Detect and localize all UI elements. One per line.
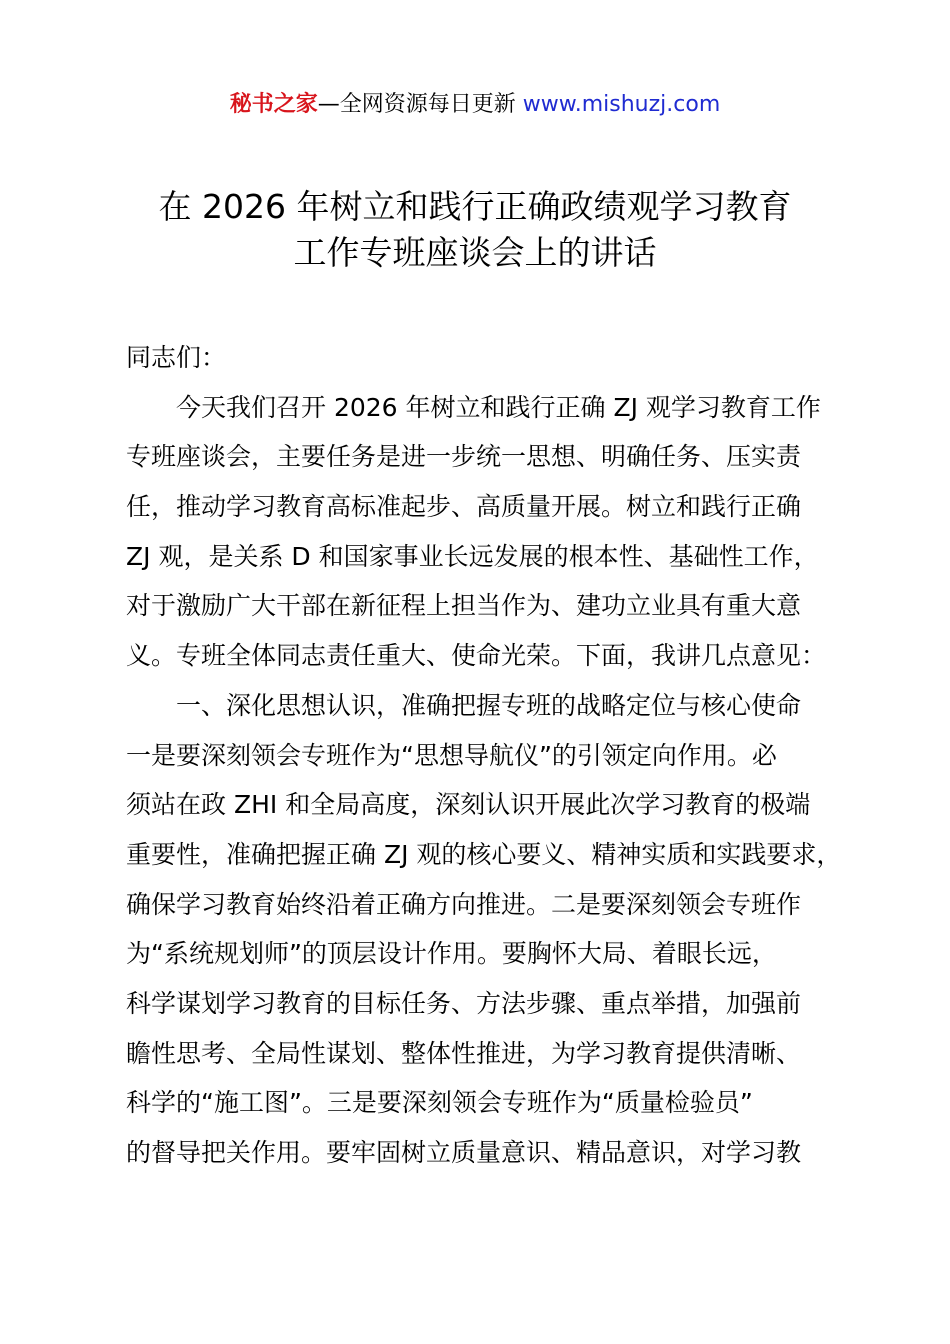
header-slogan: 全网资源每日更新 <box>339 92 516 117</box>
body-line: 专班座谈会，主要任务是进一步统一思想、明确任务、压实责 <box>126 442 802 472</box>
body-line: ZJ 观，是关系 D 和国家事业长远发展的根本性、基础性工作， <box>126 541 819 571</box>
header-dash: — <box>317 92 340 117</box>
title-line-1: 在 2026 年树立和践行正确政绩观学习教育 <box>158 187 792 226</box>
body-line: 重要性，准确把握正确 ZJ 观的核心要义、精神实质和实践要求， <box>126 839 842 869</box>
body-line: 对于激励广大干部在新征程上担当作为、建功立业具有重大意 <box>126 591 802 621</box>
title-line-2: 工作专班座谈会上的讲话 <box>293 233 657 272</box>
body-line: 任，推动学习教育高标准起步、高质量开展。树立和践行正确 <box>126 492 802 522</box>
site-url-link[interactable]: www.mishuzj.com <box>522 92 721 117</box>
body-line: 今天我们召开 2026 年树立和践行正确 ZJ 观学习教育工作 <box>176 392 821 422</box>
section-heading: 一、深化思想认识，准确把握专班的战略定位与核心使命 <box>176 690 802 720</box>
body-line: 须站在政 ZHI 和全局高度，深刻认识开展此次学习教育的极端 <box>126 790 811 820</box>
body-line: 义。专班全体同志责任重大、使命光荣。下面，我讲几点意见： <box>126 641 827 671</box>
body-line: 一是要深刻领会专班作为“思想导航仪”的引领定向作用。必 <box>126 740 777 770</box>
site-header <box>0 88 950 122</box>
body-line: 科学谋划学习教育的目标任务、方法步骤、重点举措，加强前 <box>126 988 802 1018</box>
document-body <box>126 333 846 1178</box>
body-line: 瞻性思考、全局性谋划、整体性推进，为学习教育提供清晰、 <box>126 1038 802 1068</box>
document-title <box>80 184 870 276</box>
body-line: 为“系统规划师”的顶层设计作用。要胸怀大局、着眼长远， <box>126 939 777 969</box>
brand-name: 秘书之家 <box>229 92 318 117</box>
salutation: 同志们： <box>126 343 227 372</box>
body-line: 的督导把关作用。要牢固树立质量意识、精品意识，对学习教 <box>126 1138 802 1167</box>
body-line: 科学的“施工图”。三是要深刻领会专班作为“质量检验员” <box>126 1088 753 1118</box>
body-line: 确保学习教育始终沿着正确方向推进。二是要深刻领会专班作 <box>126 889 802 919</box>
